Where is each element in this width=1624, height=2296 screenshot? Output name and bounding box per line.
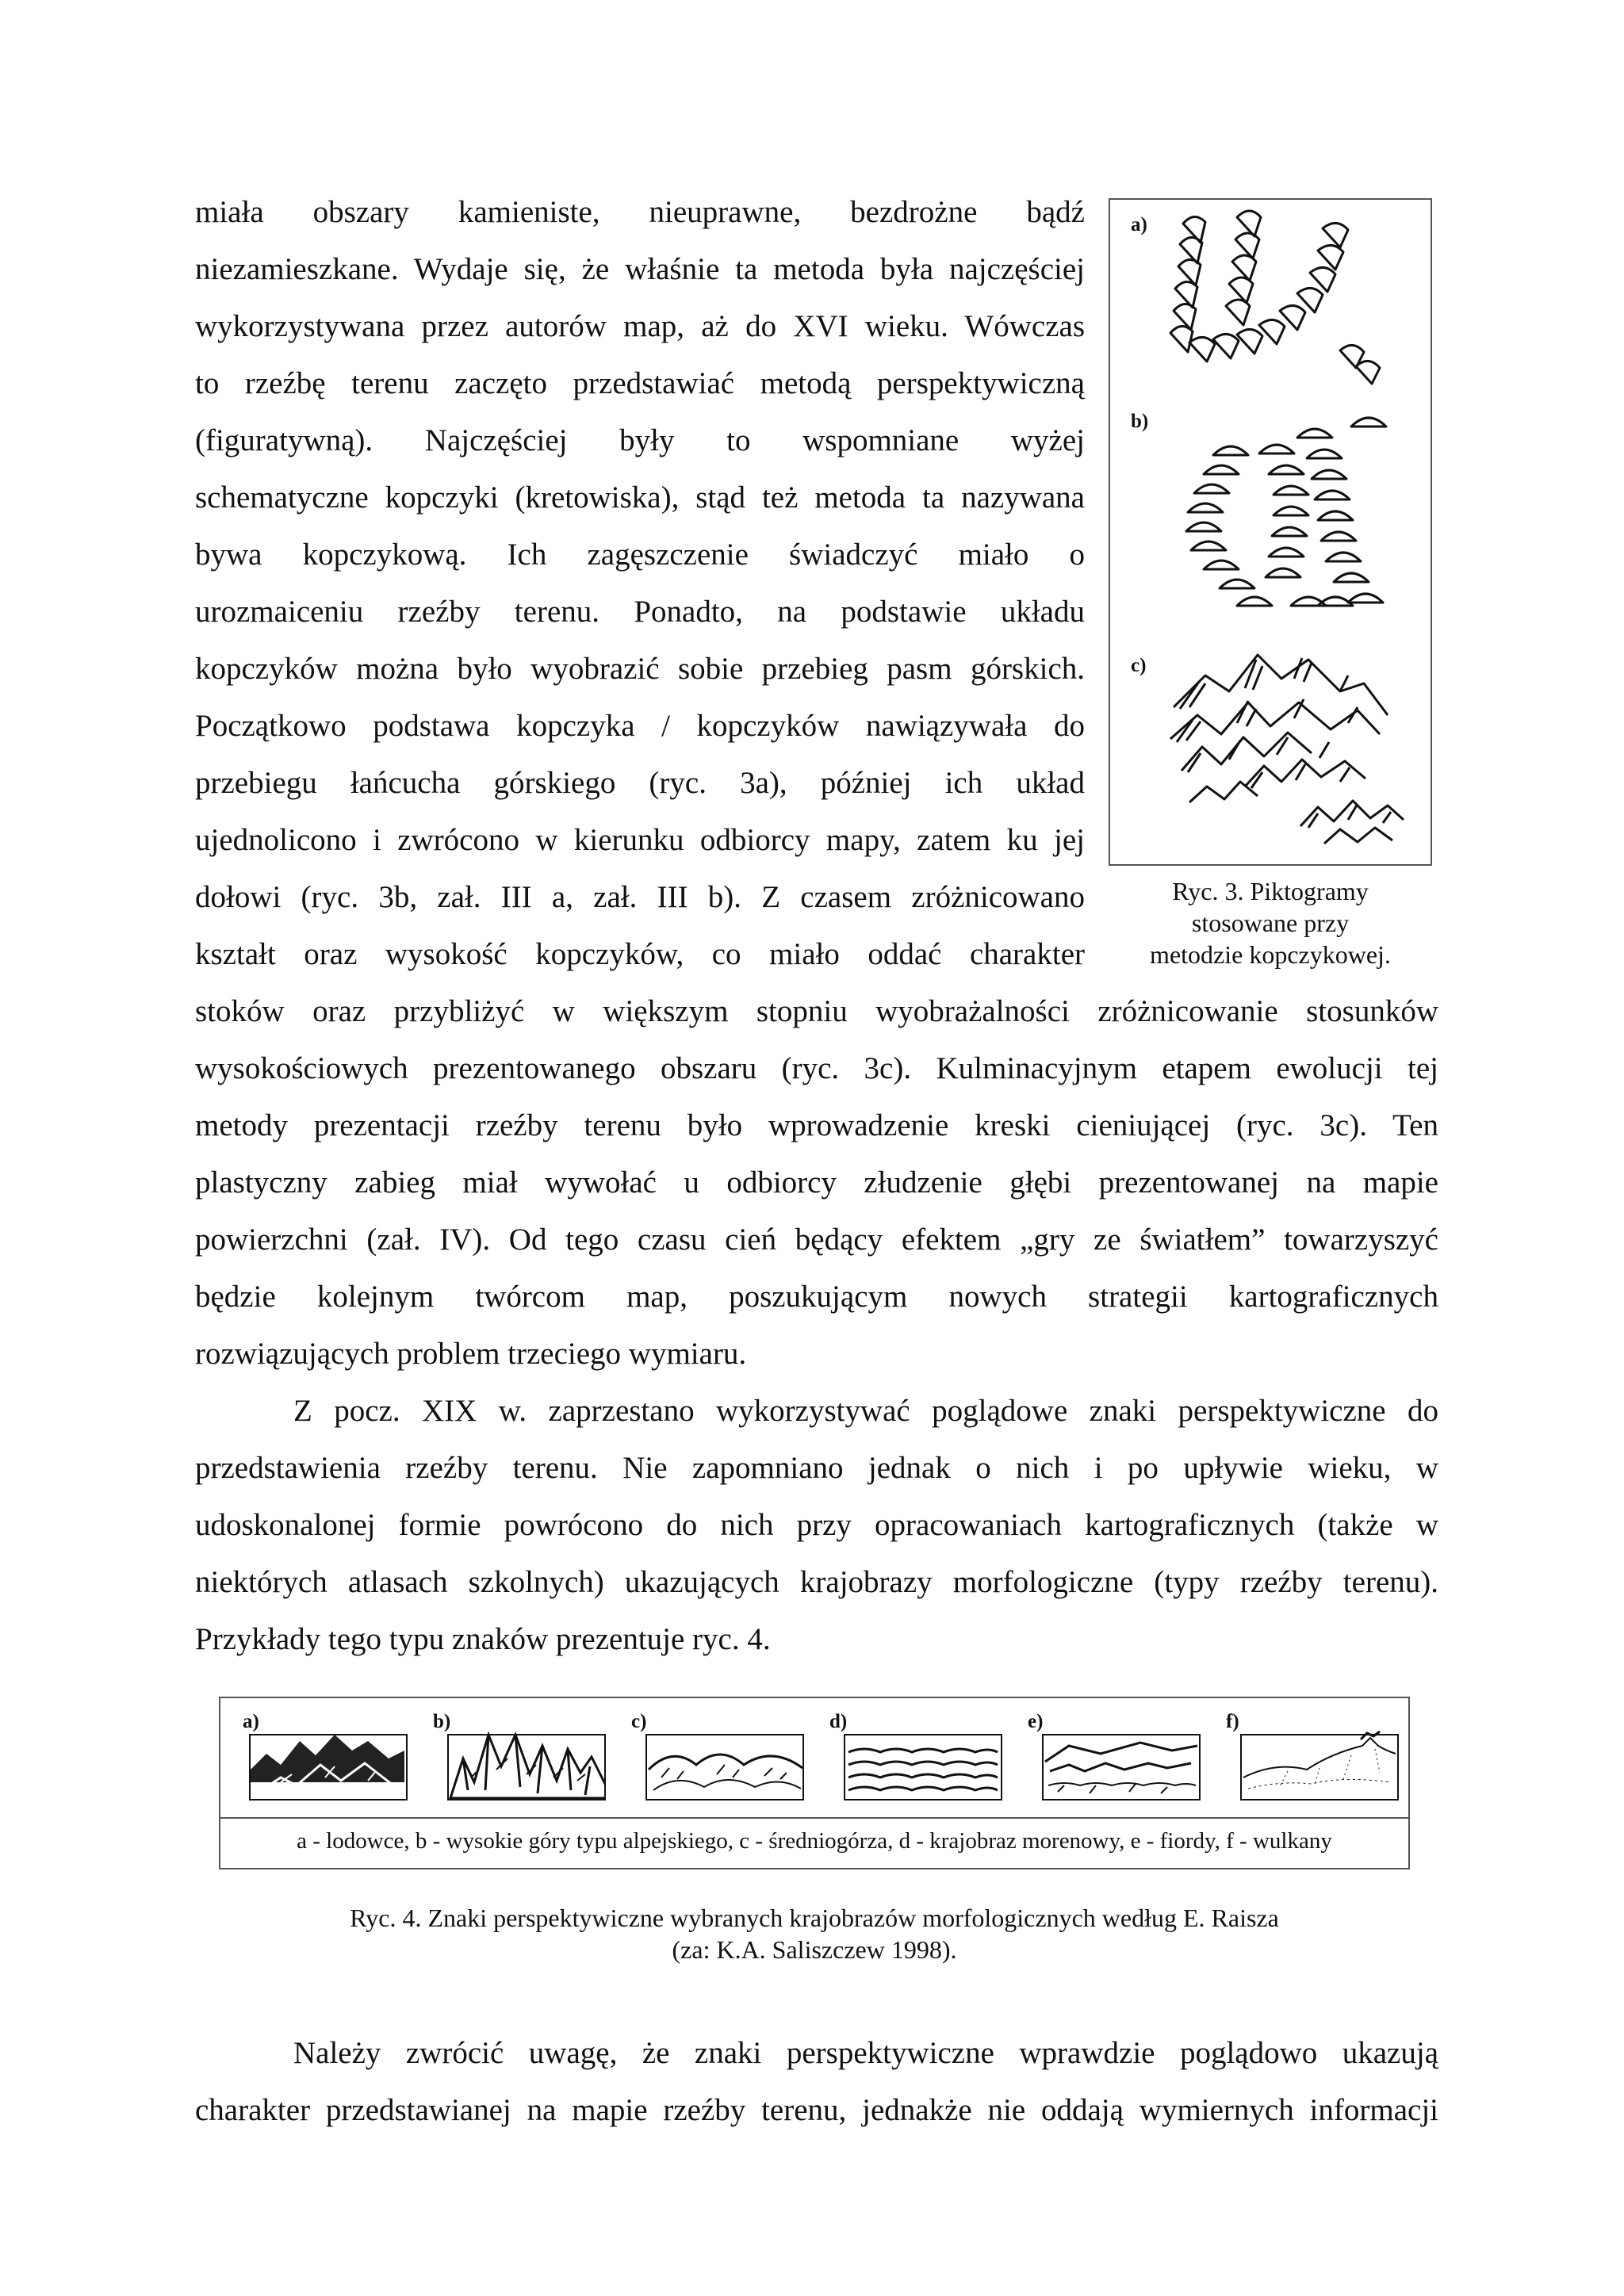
- text-line: schematyczne kopczyki (kretowiska), stąd też metoda ta nazywana: [195, 480, 1085, 515]
- text-line: Należy zwrócić uwagę, że znaki perspektywiczne wprawdzie poglądowo ukazują: [293, 2036, 1438, 2070]
- text-line: charakter przedstawianej na mapie rzeźby terenu, jednakże nie oddają wymiernych informacji: [195, 2093, 1438, 2127]
- text-line: ujednolicono i zwrócono w kierunku odbiorcy mapy, zatem ku jej: [195, 823, 1085, 857]
- text-line: niezamieszkane. Wydaje się, że właśnie ta metoda była najczęściej: [195, 252, 1085, 286]
- text-line: stoków oraz przybliżyć w większym stopniu wyobrażalności zróżnicowanie stosunków: [195, 994, 1438, 1028]
- figure-label: a): [1131, 214, 1147, 235]
- pictogram-c: [1170, 655, 1404, 844]
- text-line: będzie kolejnym twórcom map, poszukującym nowych strategii kartograficznych: [195, 1280, 1438, 1314]
- glacier-symbol: [249, 1722, 408, 1801]
- text-line: przebiegu łańcucha górskiego (ryc. 3a), później ich układ: [195, 766, 1085, 800]
- text-line: bywa kopczykową. Ich zagęszczenie świadczyć miało o: [195, 538, 1085, 572]
- pictogram-drawings: [1110, 200, 1434, 867]
- panel-label: b): [433, 1711, 451, 1732]
- figure-3-caption-line: stosowane przy: [1191, 909, 1350, 937]
- text-line: (figuratywną). Najczęściej były to wspomniane wyżej: [195, 423, 1085, 457]
- panel-label: c): [631, 1711, 647, 1732]
- panel-label: e): [1028, 1711, 1044, 1732]
- text-line: urozmaiceniu rzeźby terenu. Ponadto, na podstawie układu: [195, 595, 1085, 629]
- fjords-symbol: [1042, 1722, 1201, 1801]
- volcanoes-symbol: [1240, 1722, 1399, 1801]
- text-line: niektórych atlasach szkolnych) ukazujących krajobrazy morfologiczne (typy rzeźby terenu).: [195, 1565, 1438, 1599]
- figure-4-legend: a - lodowce, b - wysokie góry typu alpejskiego, c - średniogórza, d - krajobraz morenowy, e - fiordy, f - wulkany: [297, 1828, 1332, 1854]
- text-line: udoskonalonej formie powrócono do nich przy opracowaniach kartograficznych (także w: [195, 1508, 1438, 1542]
- figure-4-caption-line: Ryc. 4. Znaki perspektywiczne wybranych krajobrazów morfologicznych według E. Raisza: [350, 1904, 1279, 1932]
- medium-mountains-symbol: [645, 1722, 804, 1801]
- pictogram-a: [1170, 211, 1380, 384]
- panel-label: a): [243, 1711, 259, 1732]
- text-line: powierzchni (zał. IV). Od tego czasu cień będący efektem „gry ze światłem” towarzyszyć: [195, 1223, 1438, 1257]
- text-line: plastyczny zabieg miał wywołać u odbiorcy złudzenie głębi prezentowanej na mapie: [195, 1165, 1438, 1200]
- text-line: kopczyków można było wyobrazić sobie przebieg pasm górskich.: [195, 652, 1085, 686]
- text-line: Początkowo podstawa kopczyka / kopczyków nawiązywała do: [195, 709, 1085, 743]
- figure-3-caption-line: metodzie kopczykowej.: [1150, 940, 1391, 969]
- figure-label: c): [1131, 655, 1147, 676]
- text-line: Przykłady tego typu znaków prezentuje ryc. 4.: [195, 1622, 771, 1656]
- figure-3: [1109, 198, 1432, 866]
- text-line: Z pocz. XIX w. zaprzestano wykorzystywać poglądowe znaki perspektywiczne do: [293, 1394, 1438, 1428]
- text-line: metody prezentacji rzeźby terenu było wprowadzenie kreski cieniującej (ryc. 3c). Ten: [195, 1108, 1438, 1142]
- panel-label: d): [829, 1711, 848, 1732]
- figure-4-caption-line: (za: K.A. Saliszczew 1998).: [672, 1935, 957, 1964]
- text-line: rozwiązujących problem trzeciego wymiaru.: [195, 1337, 747, 1371]
- figure-3-caption-line: Ryc. 3. Piktogramy: [1172, 877, 1369, 905]
- text-line: wykorzystywana przez autorów map, aż do XVI wieku. Wówczas: [195, 309, 1085, 343]
- pictogram-b: [1186, 418, 1386, 606]
- moraine-landscape-symbol: [844, 1722, 1002, 1801]
- figure-4: [219, 1697, 1410, 1869]
- text-line: wysokościowych prezentowanego obszaru (ryc. 3c). Kulminacyjnym etapem ewolucji tej: [195, 1051, 1438, 1085]
- figure-label: b): [1131, 411, 1149, 432]
- text-line: dołowi (ryc. 3b, zał. III a, zał. III b). Z czasem zróżnicowano: [195, 880, 1085, 914]
- text-line: przedstawienia rzeźby terenu. Nie zapomniano jednak o nich i po upływie wieku, w: [195, 1451, 1438, 1485]
- panel-label: f): [1226, 1711, 1239, 1732]
- text-line: kształt oraz wysokość kopczyków, co miało oddać charakter: [195, 937, 1085, 971]
- alpine-mountains-symbol: [447, 1722, 606, 1801]
- text-line: to rzeźbę terenu zaczęto przedstawiać metodą perspektywiczną: [195, 366, 1085, 400]
- figure-divider: [220, 1817, 1408, 1819]
- text-line: miała obszary kamieniste, nieuprawne, bezdrożne bądź: [195, 195, 1085, 229]
